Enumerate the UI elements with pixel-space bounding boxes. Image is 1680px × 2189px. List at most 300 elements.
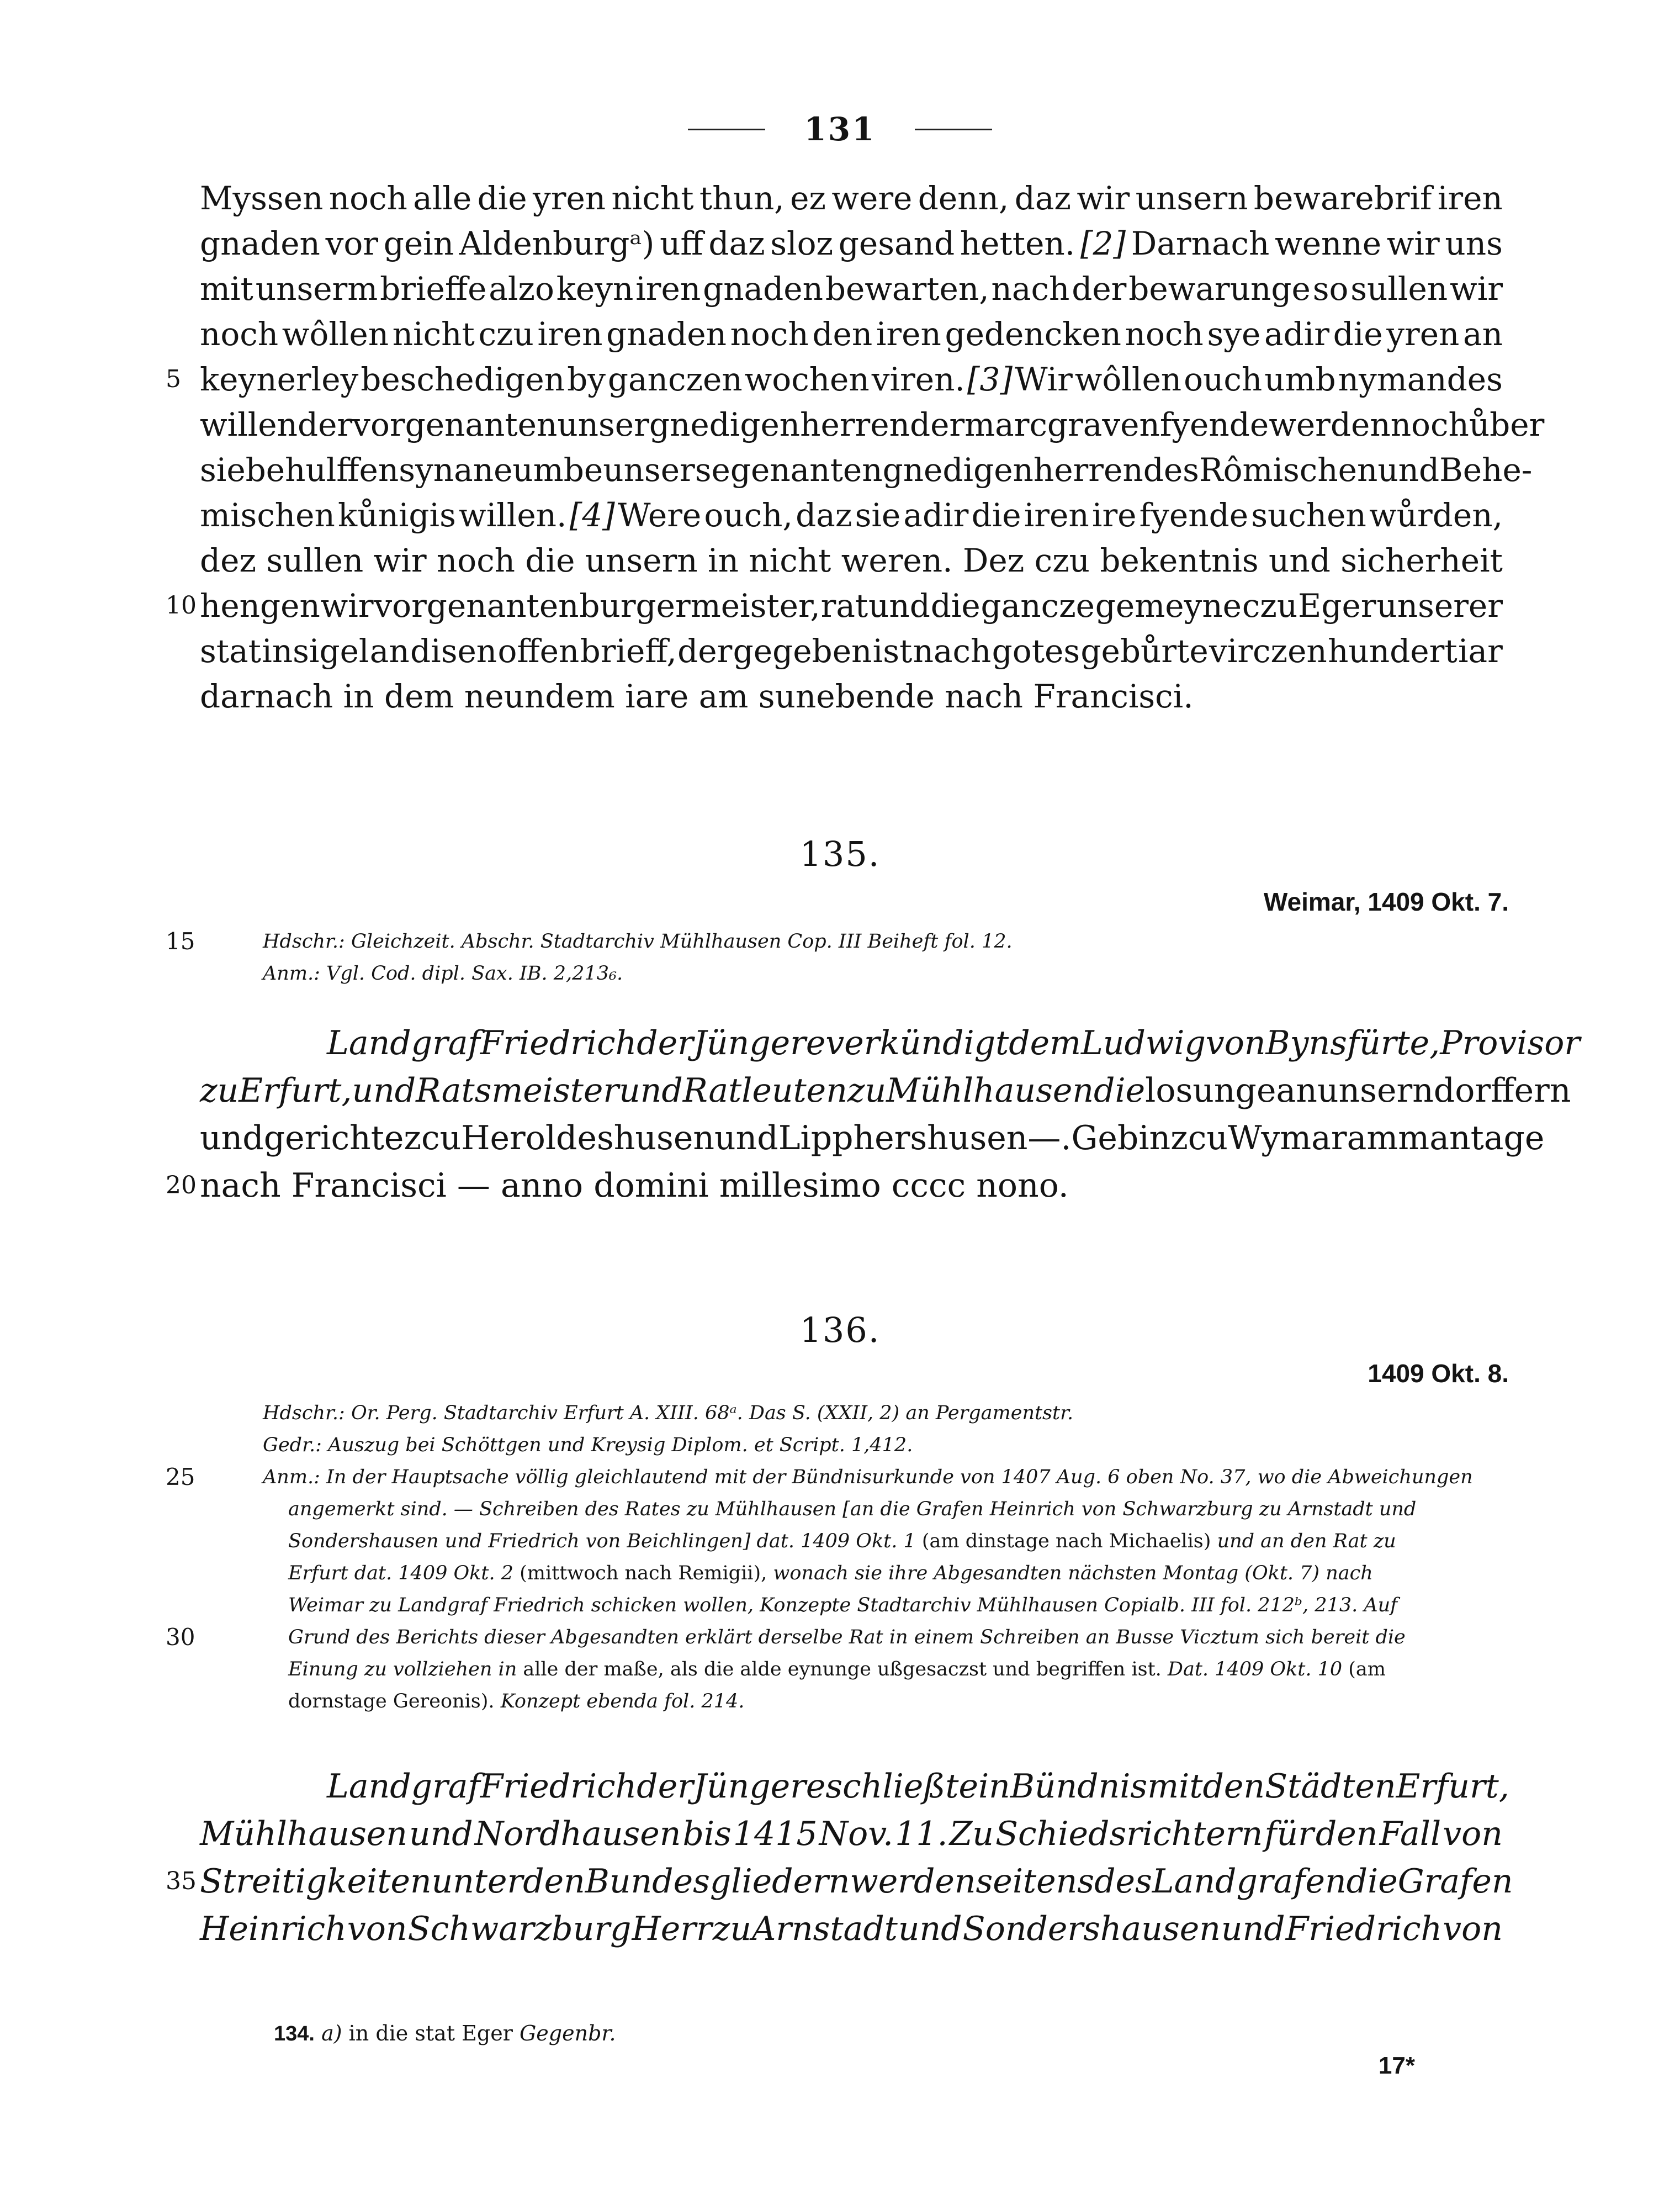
word: Mühlhausen (886, 1071, 1094, 1110)
word: der (637, 1767, 693, 1806)
line-number: 25 (166, 1463, 195, 1490)
word: Dez (962, 542, 1025, 579)
word: Rômischen (1199, 451, 1378, 489)
word: an (369, 632, 410, 670)
word: Mühlhausen (200, 1815, 407, 1853)
word: Städten (1265, 1767, 1396, 1806)
word: Sondershausen (962, 1910, 1221, 1948)
word: Schiedsrichtern (995, 1815, 1263, 1853)
word: nicht (611, 179, 694, 217)
text-run: (am (1342, 1658, 1386, 1680)
word: mit (1147, 1767, 1203, 1806)
word: 11. (895, 1815, 948, 1853)
word: Jüngere (693, 1024, 826, 1062)
word: bewarebrif (1253, 179, 1432, 217)
word: Lipphershusen (778, 1119, 1028, 1157)
word: Friedrich (480, 1024, 637, 1062)
word: adir (903, 496, 969, 534)
word: dorffern (1433, 1071, 1571, 1110)
text-run: (am dinstage nach Michaelis) (915, 1530, 1217, 1552)
word: sullen (266, 542, 364, 579)
word: den (812, 315, 873, 353)
word: noch (200, 315, 279, 353)
word: iren (537, 315, 603, 353)
regest-line (200, 1905, 1503, 1953)
word: hetten. (960, 225, 1075, 262)
word: noch (1125, 315, 1204, 353)
word: die (1333, 315, 1383, 353)
doc135-number: 135. (799, 834, 881, 874)
word: noch (328, 179, 407, 217)
word: iar (1458, 632, 1503, 670)
line-number: 35 (166, 1867, 197, 1895)
word: wůrden, (1369, 496, 1503, 534)
word: den (1315, 1815, 1378, 1853)
word: gnedigen (882, 451, 1034, 489)
word: czu (1242, 587, 1298, 625)
note-line (263, 1557, 1522, 1589)
header-rule-right (915, 129, 992, 130)
word: und (200, 1119, 264, 1157)
word: Ratsmeister (416, 1071, 619, 1110)
word: weren. (841, 542, 953, 579)
word: Aldenburgᵃ) (459, 225, 655, 262)
word: syn (399, 451, 454, 489)
word: von (1443, 1815, 1503, 1853)
note-line (263, 1589, 1522, 1621)
note-line (263, 1685, 1522, 1717)
word: Behe- (1439, 451, 1533, 489)
footnote (274, 2021, 616, 2046)
text-run: dornstage Gereonis). (288, 1690, 501, 1712)
word: burgermeister, (579, 587, 820, 625)
word: gotes (992, 632, 1080, 670)
word: am (1347, 1119, 1398, 1157)
word: noch (1390, 406, 1469, 443)
regest-line (200, 1763, 1509, 1810)
word: iren (635, 270, 701, 308)
word: ouch, (704, 496, 793, 534)
word: daz (796, 496, 852, 534)
line-number: 20 (166, 1171, 197, 1199)
page-number: 131 (804, 110, 876, 148)
word: die (971, 496, 1021, 534)
text-line (200, 221, 1503, 266)
word: viren. (871, 361, 965, 398)
word: czu (1034, 542, 1090, 579)
word: wir (1077, 179, 1130, 217)
word: und (619, 1071, 683, 1110)
text-run: Gedr.: Auszug bei Schöttgen und Kreysig Diplom. et Script. 1,412. (263, 1434, 913, 1456)
word: alzo (489, 270, 554, 308)
word: zu (847, 1071, 887, 1110)
word: ist (872, 632, 913, 670)
word: gnedigen (649, 406, 801, 443)
word: Friedrich (1285, 1910, 1443, 1948)
signature-mark: 17* (1378, 2052, 1415, 2079)
word: kůnigis (338, 496, 456, 534)
header-rule-left (688, 129, 765, 130)
word: unserer (1376, 587, 1503, 625)
word: den (523, 1862, 585, 1901)
word: Wir (1014, 361, 1073, 398)
word: unter (431, 1862, 523, 1901)
word: und (1377, 451, 1440, 489)
word: disen (410, 632, 497, 670)
word: brieff, (580, 632, 677, 670)
word: Zu (949, 1815, 994, 1853)
word: bewarunge (1128, 270, 1311, 308)
word: so (1312, 270, 1349, 308)
word: wir (1450, 270, 1503, 308)
word: alle (413, 179, 472, 217)
line-number: 5 (166, 365, 181, 393)
word: seitens (976, 1862, 1095, 1901)
doc136-regest (166, 1763, 1513, 1953)
footnote-mark: a) (321, 2021, 342, 2045)
text-line (200, 447, 1533, 493)
word: Bundesgliedern (585, 1862, 850, 1901)
regest-line (200, 1114, 1545, 1162)
word: in (708, 542, 739, 579)
word: werden (1269, 406, 1391, 443)
word: vorgenanten (374, 587, 579, 625)
line-number: 10 (166, 591, 197, 620)
word: Heroldeshusen (461, 1119, 714, 1157)
word: Erfurt, (239, 1071, 352, 1110)
text-run: Konzept ebenda fol. 214. (500, 1690, 745, 1712)
text-run: Sondershausen und Friedrich von Beichlingen] dat. 1409 Okt. 1 (288, 1530, 916, 1552)
word: mantage (1398, 1119, 1545, 1157)
word: Eger (1298, 587, 1376, 625)
word: were (831, 179, 913, 217)
word: virczen (1209, 632, 1327, 670)
word: losunge (1145, 1071, 1276, 1110)
word: Nov. (819, 1815, 894, 1853)
word: unser (557, 406, 649, 443)
word: sullen (1350, 270, 1448, 308)
word: nicht (392, 315, 475, 353)
note-line (263, 1493, 1522, 1525)
word: yren (532, 179, 606, 217)
word: und (868, 587, 930, 625)
text-run: angemerkt sind. — Schreiben des Rates zu Mühlhausen [an die Grafen Heinrich von Schwarzburg zu Arnstadt und (288, 1498, 1417, 1520)
regest-line (200, 1019, 1581, 1067)
doc136-number: 136. (799, 1310, 881, 1350)
text-line (166, 357, 1503, 402)
word: Landgraf (327, 1024, 480, 1062)
word: Ratleuten (682, 1071, 847, 1110)
text-run: (mittwoch nach Remigii), (513, 1562, 773, 1584)
word: iren (876, 315, 941, 353)
word: gerichte (263, 1119, 404, 1157)
word: nicht (749, 542, 831, 579)
word: willen. (459, 496, 567, 534)
word: fyende (1159, 406, 1269, 443)
word: gnaden (703, 270, 823, 308)
word: by (567, 361, 606, 398)
doc136-notes (166, 1397, 1522, 1717)
word: gnaden (200, 225, 320, 262)
text-run: Hdschr.: Gleichzeit. Abschr. Stadtarchiv Mühlhausen Cop. III Beiheft fol. 12. (263, 930, 1013, 953)
word: und (1269, 542, 1331, 579)
word: dez (200, 542, 257, 579)
note-line (263, 1397, 1522, 1429)
word: Landgraf (327, 1767, 480, 1806)
word: iren (1024, 496, 1089, 534)
word: Provisor (1440, 1024, 1581, 1062)
word: Jüngere (693, 1767, 826, 1806)
word: Were (617, 496, 702, 534)
word: ůber (1469, 406, 1545, 443)
word: thun, (699, 179, 785, 217)
word: gancze (981, 587, 1095, 625)
note-line (263, 958, 1522, 990)
word: gebůrte (1080, 632, 1209, 670)
text-run: Anm.: In der Hauptsache völlig gleichlautend mit der Bündnisurkunde von 1407 Aug. 6 oben No. 37, wo die Abweichungen (263, 1466, 1473, 1488)
word: stat (200, 632, 261, 670)
word: wenne (1275, 225, 1382, 262)
text-line (200, 266, 1503, 311)
word: gein (383, 225, 454, 262)
word: dem (1009, 1024, 1082, 1062)
word: 1415 (733, 1815, 818, 1853)
word: bis (682, 1815, 732, 1853)
word: wôllen (282, 315, 389, 353)
word: offen (497, 632, 580, 670)
word: Myssen (200, 179, 324, 217)
word: unsers (603, 451, 712, 489)
word: brieffe (380, 270, 487, 308)
line-number: 15 (166, 928, 195, 955)
word: Wymar (1228, 1119, 1347, 1157)
word: ouch (1184, 361, 1263, 398)
word: unsern (1317, 1071, 1434, 1110)
word: des (1143, 451, 1199, 489)
word: der (1072, 270, 1127, 308)
word: Grafen (1397, 1862, 1513, 1901)
word: gnaden (606, 315, 727, 353)
word: wôllen (1074, 361, 1182, 398)
word: der (909, 406, 965, 443)
word: nymandes (1338, 361, 1503, 398)
note-line (166, 926, 1522, 958)
word: Nordhausen (474, 1815, 681, 1853)
doc135-regest (166, 1019, 1581, 1209)
line-number: 30 (166, 1624, 195, 1651)
word: [4] (569, 496, 615, 534)
word: unserm (255, 270, 378, 308)
footnote-ref: 134. (274, 2022, 315, 2045)
word: und (898, 1910, 962, 1948)
doc135-date: Weimar, 1409 Okt. 7. (1263, 887, 1509, 916)
text-line (200, 674, 1503, 719)
word: umb (1264, 361, 1336, 398)
word: ganczen (607, 361, 743, 398)
word: sicherheit (1340, 542, 1503, 579)
word: noch (436, 542, 516, 579)
word: Gebin (1071, 1119, 1171, 1157)
doc135-notes (166, 926, 1522, 990)
text-run: Erfurt dat. 1409 Okt. 2 (288, 1562, 513, 1584)
word: Darnach (1131, 225, 1270, 262)
word: zu (200, 1071, 239, 1110)
word: egenanten (711, 451, 883, 489)
word: [2] (1080, 225, 1126, 262)
word: bewarten, (825, 270, 989, 308)
word: wir (1386, 225, 1440, 262)
word: keynerley (200, 361, 359, 398)
word: herren (800, 406, 910, 443)
note-line (166, 1621, 1522, 1653)
word: Landgrafen (1152, 1862, 1347, 1901)
word: der (297, 406, 353, 443)
word: ein (958, 1767, 1010, 1806)
word: zcu (1170, 1119, 1228, 1157)
word: gesand (838, 225, 955, 262)
word: suchen (1251, 496, 1366, 534)
word: die (1346, 1862, 1398, 1901)
word: adir (1264, 315, 1329, 353)
page-header (0, 110, 1680, 148)
word: sie (855, 496, 901, 534)
word: ire (1091, 496, 1137, 534)
word: uns (1445, 225, 1503, 262)
text-run: nach Francisci — anno domini millesimo cccc nono. (200, 1166, 1069, 1205)
word: verkündigt (825, 1024, 1009, 1062)
word: Streitigkeiten (200, 1862, 432, 1901)
word: sie (200, 451, 246, 489)
text-line (200, 628, 1503, 674)
note-line (263, 1525, 1522, 1557)
word: nach (913, 632, 992, 670)
word: die (477, 179, 527, 217)
text-line (200, 493, 1503, 538)
word: —. (1027, 1119, 1072, 1157)
word: und (352, 1071, 416, 1110)
word: gemeyne (1095, 587, 1242, 625)
word: zu (712, 1910, 751, 1948)
word: Bynsfürte, (1265, 1024, 1440, 1062)
word: willen (200, 406, 298, 443)
word: sye (1207, 315, 1261, 353)
word: mischen (200, 496, 335, 534)
word: an (1463, 315, 1503, 353)
doc134-text (166, 176, 1545, 719)
text-run: und an den Rat zu (1217, 1530, 1396, 1552)
word: Schwarzburg (407, 1910, 632, 1948)
text-run: Dat. 1409 Okt. 10 (1167, 1658, 1343, 1680)
doc136-date: 1409 Okt. 8. (1368, 1359, 1509, 1388)
word: wochen (744, 361, 870, 398)
word: für (1264, 1815, 1314, 1853)
text-run: Grund des Berichts dieser Abgesandten erklärt derselbe Rat in einem Schreiben an Busse Vicztum sich bereit die (288, 1626, 1406, 1648)
word: gedencken (945, 315, 1122, 353)
word: von (1205, 1024, 1266, 1062)
word: daz (708, 225, 765, 262)
word: marcgraven (964, 406, 1160, 443)
text-run: Anm.: Vgl. Cod. dipl. Sax. IB. 2,213₆. (263, 963, 623, 985)
text-line (200, 311, 1503, 357)
word: czu (478, 315, 534, 353)
word: ane (454, 451, 513, 489)
word: Friedrich (480, 1767, 637, 1806)
word: Herr (632, 1910, 712, 1948)
word: wir (320, 587, 374, 625)
word: ez (790, 179, 826, 217)
word: fyende (1139, 496, 1249, 534)
word: an (1276, 1071, 1317, 1110)
word: werden (850, 1862, 976, 1901)
note-line (263, 1429, 1522, 1461)
word: vor (325, 225, 378, 262)
text-line (200, 538, 1503, 583)
word: zcu (404, 1119, 462, 1157)
word: nach (991, 270, 1070, 308)
word: Erfurt, (1396, 1767, 1509, 1806)
word: sloz (770, 225, 834, 262)
word: hengen (200, 587, 320, 625)
word: der (677, 632, 733, 670)
note-line (263, 1653, 1522, 1685)
text-run: alle der maße, als die alde eynunge ußgesaczst und begriffen ist. (517, 1658, 1168, 1680)
text-run: darnach in dem neundem iare am sunebende nach Francisci. (200, 678, 1194, 715)
word: yren (1386, 315, 1460, 353)
word: schließt (825, 1767, 959, 1806)
text-line (166, 583, 1503, 628)
word: denn, (918, 179, 1009, 217)
word: wir (373, 542, 427, 579)
word: die (930, 587, 981, 625)
word: von (1443, 1910, 1503, 1948)
word: Fall (1379, 1815, 1441, 1853)
word: herren (1033, 451, 1143, 489)
word: hundert (1328, 632, 1458, 670)
word: iren (1437, 179, 1503, 217)
word: und (1221, 1910, 1285, 1948)
word: bekentnis (1100, 542, 1259, 579)
regest-line (166, 1162, 1503, 1209)
word: noch (730, 315, 809, 353)
regest-line (200, 1067, 1571, 1114)
footnote-text: in die stat Eger (342, 2021, 520, 2045)
word: uff (660, 225, 703, 262)
note-line (166, 1461, 1522, 1493)
word: Ludwig (1081, 1024, 1206, 1062)
word: vorgenanten (352, 406, 558, 443)
word: insigel (262, 632, 369, 670)
word: von (347, 1910, 407, 1948)
word: Heinrich (200, 1910, 347, 1948)
text-run: Einung zu vollziehen in (288, 1658, 517, 1680)
word: gegeben (733, 632, 872, 670)
word: Arnstadt (752, 1910, 898, 1948)
text-run: Weimar zu Landgraf Friedrich schicken wollen, Konzepte Stadtarchiv Mühlhausen Copialb. III fol. 212ᵇ, 213. Auf (288, 1594, 1398, 1616)
word: daz (1014, 179, 1071, 217)
text-run: Hdschr.: Or. Perg. Stadtarchiv Erfurt A. XIII. 68ᵃ. Das S. (XXII, 2) an Pergamentstr. (263, 1402, 1074, 1424)
word: des (1094, 1862, 1152, 1901)
word: umbe (512, 451, 603, 489)
word: die (525, 542, 575, 579)
word: rat (820, 587, 868, 625)
word: und (409, 1815, 473, 1853)
regest-line (200, 1810, 1503, 1858)
text-line (200, 176, 1503, 221)
text-line (200, 402, 1545, 447)
word: keyn (556, 270, 634, 308)
word: behulffen (245, 451, 399, 489)
footnote-source: Gegenbr. (519, 2021, 616, 2045)
